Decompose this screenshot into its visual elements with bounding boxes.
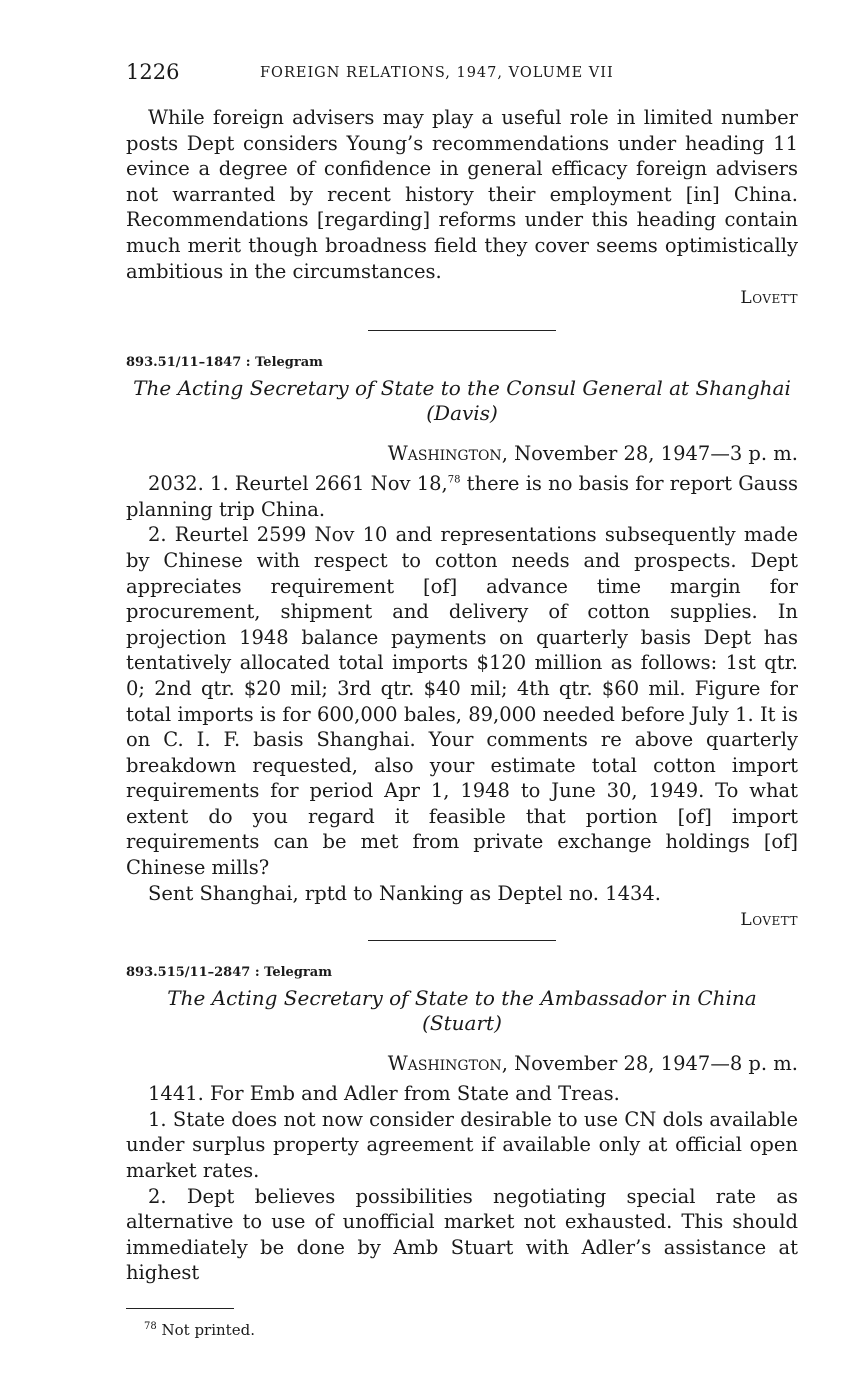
dateline-city: Washington bbox=[387, 1052, 502, 1076]
dateline bbox=[126, 442, 798, 465]
section-divider bbox=[368, 940, 556, 941]
telegram-paragraph-1 bbox=[126, 471, 798, 522]
section-divider bbox=[368, 330, 556, 331]
dateline-date: , November 28, 1947—8 p. m. bbox=[501, 1052, 798, 1076]
paragraph-text: there is no basis for report Gauss planning trip China. bbox=[126, 472, 799, 521]
file-reference: 893.51/11–1847 : Telegram bbox=[126, 355, 323, 371]
page-number: 1226 bbox=[126, 60, 180, 84]
file-reference: 893.515/11–2847 : Telegram bbox=[126, 965, 332, 981]
telegram-paragraph-3: Sent Shanghai, rptd to Nanking as Deptel no. 1434. bbox=[148, 881, 662, 905]
paragraph-text: 2032. 1. Reurtel 2661 Nov 18, bbox=[148, 472, 448, 496]
signature-lovett-2: Lovett bbox=[740, 910, 798, 931]
document-title: The Acting Secretary of State to the Ambassador in China (Stuart) bbox=[167, 986, 757, 1036]
document-title: The Acting Secretary of State to the Consul General at Shanghai (Davis) bbox=[133, 376, 791, 426]
closing-paragraph: While foreign advisers may play a useful role in limited number posts Dept considers Young’s recommendations under heading 11 evince a degree of confidence in general efficacy foreign advisers not warranted by recent history their employment [in] China. Recommendations [regarding] reforms under this heading contain much merit though broadness field they cover seems optimistically ambitious in the circumstances. bbox=[126, 106, 798, 283]
footnote bbox=[144, 1321, 798, 1339]
footnote-number: 78 bbox=[144, 1321, 157, 1332]
telegram-paragraph-2: 1. State does not now consider desirable to use CN dols available under surplus property agreement if available only at official open market rates. bbox=[126, 1107, 798, 1183]
telegram-paragraph-1: 1441. For Emb and Adler from State and Treas. bbox=[148, 1082, 620, 1106]
telegram-paragraph-2: 2. Reurtel 2599 Nov 10 and representations subsequently made by Chinese with respect to cotton needs and prospects. Dept appreciates requirement [of] advance time margin for procurement, shipment and delivery of cotton supplies. In projection 1948 balance payments on quarterly basis Dept has tentatively allocated total imports $120 million as follows: 1st qtr. 0; 2nd qtr. $20 mil; 3rd qtr. $40 mil; 4th qtr. $60 mil. Figure for total imports is for 600,000 bales, 89,000 needed before July 1. It is on C. I. F. basis Shanghai. Your comments re above quarterly breakdown requested, also your estimate total cotton import requirements for period Apr 1, 1948 to June 30, 1949. To what extent do you regard it feasible that portion [of] import requirements can be met from private exchange holdings [of] Chinese mills? bbox=[126, 523, 798, 880]
dateline-city: Washington bbox=[387, 442, 502, 466]
signature-lovett-1: Lovett bbox=[740, 288, 798, 309]
document-page bbox=[126, 60, 798, 1339]
footnote-text: Not printed. bbox=[156, 1321, 255, 1339]
running-head: FOREIGN RELATIONS, 1947, VOLUME VII bbox=[260, 65, 614, 81]
dateline bbox=[126, 1052, 798, 1075]
page-header bbox=[126, 60, 798, 90]
footnote-marker: 78 bbox=[447, 474, 461, 486]
dateline-date: , November 28, 1947—3 p. m. bbox=[501, 442, 798, 466]
footnote-rule bbox=[126, 1308, 234, 1309]
telegram-paragraph-3: 2. Dept believes possibilities negotiating special rate as alternative to use of unofficial market not exhausted. This should immediately be done by Amb Stuart with Adler’s assistance at highest bbox=[126, 1184, 798, 1285]
